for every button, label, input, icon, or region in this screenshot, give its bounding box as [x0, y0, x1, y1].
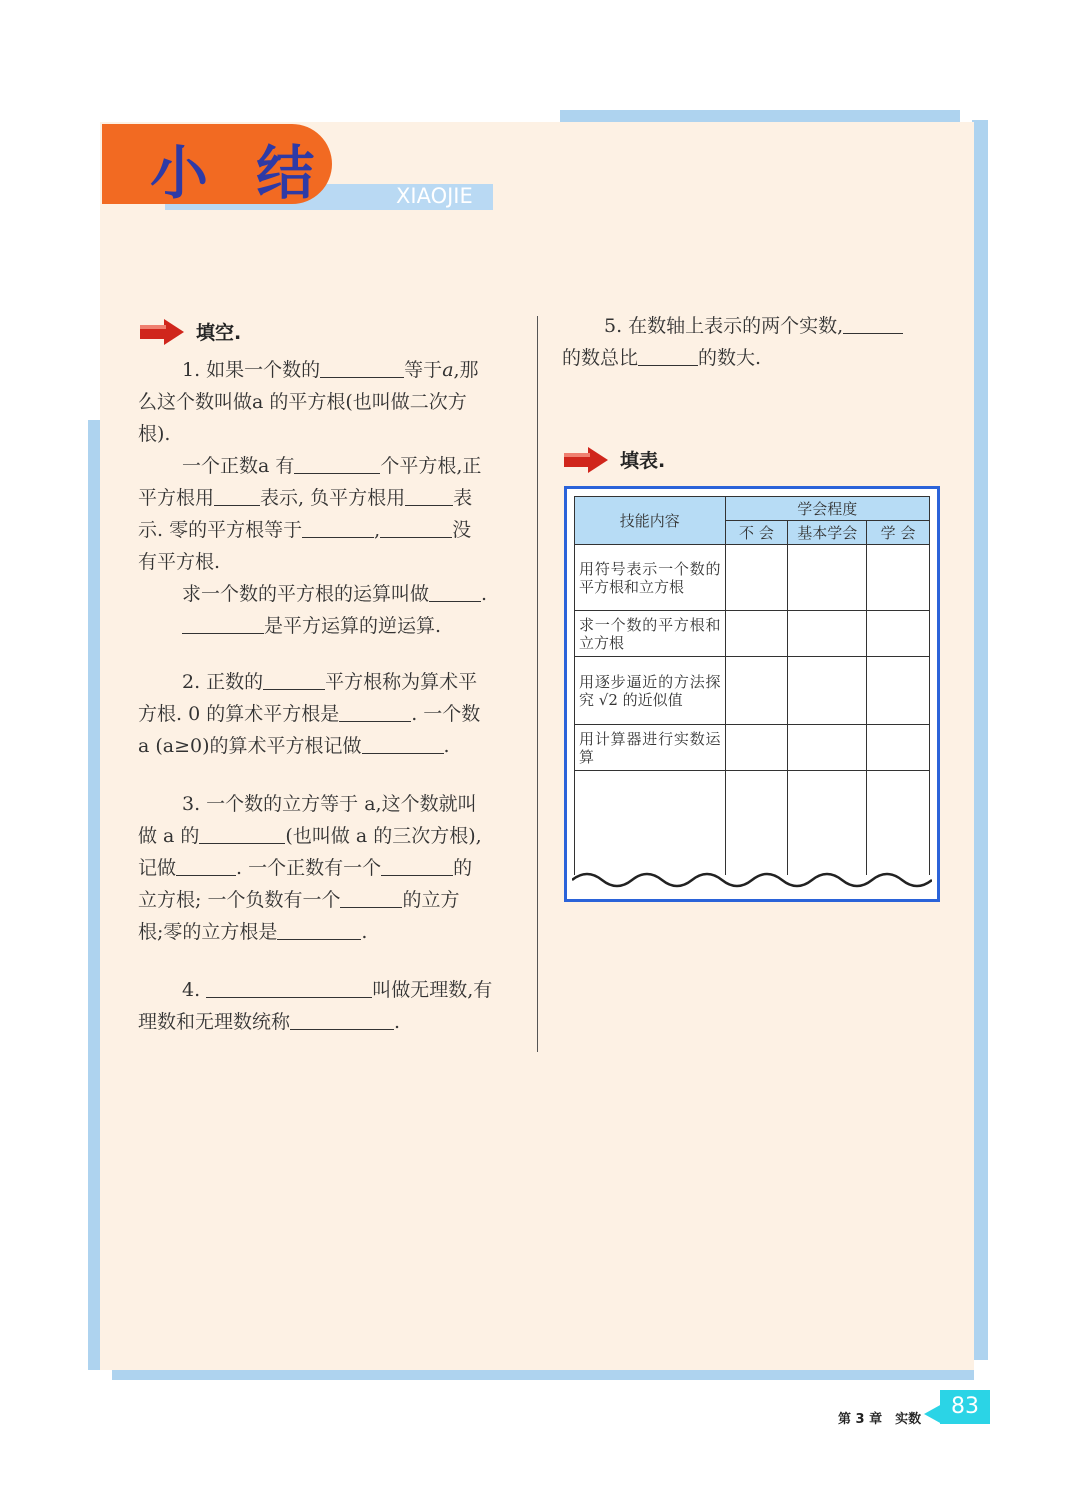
blank-cell[interactable]	[788, 771, 867, 875]
torn-edge-wave	[572, 866, 932, 896]
text: 理数和无理数统称	[138, 1011, 291, 1033]
text: a	[442, 359, 454, 381]
question-2	[138, 666, 514, 762]
header-level-none: 不 会	[725, 521, 788, 545]
text: ,那	[453, 359, 479, 381]
section-fill-table-heading	[564, 446, 665, 473]
blank	[339, 699, 411, 722]
text: (也叫做 a 的三次方根),	[285, 825, 482, 847]
blank	[290, 1007, 394, 1030]
text: 的	[453, 857, 473, 879]
page-edge-right	[972, 120, 988, 1360]
blank	[214, 483, 260, 506]
blank	[362, 731, 444, 754]
blank	[176, 853, 236, 876]
question-3	[138, 788, 514, 948]
text: .	[443, 735, 450, 757]
check-cell[interactable]	[725, 657, 788, 725]
header-level-full: 学 会	[867, 521, 930, 545]
table-row	[575, 545, 930, 611]
blank	[340, 885, 402, 908]
text: 求一个数的平方根的运算叫做	[182, 583, 430, 605]
text: 的数总比	[562, 347, 639, 369]
text: 做 a 的	[138, 825, 200, 847]
page-subtitle: XIAOJIE	[396, 184, 473, 208]
text: .	[481, 583, 488, 605]
blank	[277, 917, 361, 940]
text: 平方根用	[138, 487, 215, 509]
text: . 一个正数有一个	[236, 857, 382, 879]
check-cell[interactable]	[788, 611, 867, 657]
text: 2. 正数的	[182, 671, 264, 693]
table-row	[575, 725, 930, 771]
page-edge-top	[560, 110, 960, 122]
text: 5. 在数轴上表示的两个实数,	[604, 315, 844, 337]
section-fill-blank-heading	[140, 318, 241, 345]
text: 有平方根.	[138, 551, 221, 573]
table-row	[575, 611, 930, 657]
blank	[405, 483, 453, 506]
blank	[302, 515, 374, 538]
text: 表示, 负平方根用	[260, 487, 406, 509]
arrow-right-icon	[140, 319, 184, 345]
skill-cell: 用逐步逼近的方法探究 √2 的近似值	[575, 657, 726, 725]
blank	[199, 821, 285, 844]
text: ,	[374, 519, 381, 541]
check-cell[interactable]	[788, 545, 867, 611]
blank	[294, 451, 380, 474]
text: 表	[453, 487, 473, 509]
text: 的数大.	[698, 347, 762, 369]
check-cell[interactable]	[867, 611, 930, 657]
section-label: 填空.	[196, 322, 242, 344]
blank	[843, 311, 903, 334]
blank	[320, 355, 404, 378]
check-cell[interactable]	[867, 545, 930, 611]
text: 平方根称为算术平	[325, 671, 478, 693]
text: .	[394, 1011, 401, 1033]
blank-cell[interactable]	[867, 771, 930, 875]
arrow-right-icon	[564, 447, 608, 473]
check-cell[interactable]	[725, 725, 788, 771]
question-1	[138, 354, 514, 642]
blank	[263, 667, 325, 690]
skill-cell: 用符号表示一个数的平方根和立方根	[575, 545, 726, 611]
check-cell[interactable]	[725, 545, 788, 611]
text: .	[361, 921, 368, 943]
table-row	[575, 657, 930, 725]
blank	[638, 343, 698, 366]
skill-cell: 求一个数的平方根和立方根	[575, 611, 726, 657]
skills-table	[574, 496, 930, 875]
blank-cell[interactable]	[725, 771, 788, 875]
text: 没	[452, 519, 472, 541]
text: 叫做无理数,有	[372, 979, 493, 1001]
blank	[380, 515, 452, 538]
text: 示. 零的平方根等于	[138, 519, 303, 541]
check-cell[interactable]	[725, 611, 788, 657]
text: 1. 如果一个数的	[182, 359, 321, 381]
check-cell[interactable]	[867, 657, 930, 725]
chapter-label: 第 3 章 实数	[838, 1412, 922, 1427]
table-row-blank	[575, 771, 930, 875]
text: 一个正数a 有	[182, 455, 295, 477]
check-cell[interactable]	[788, 657, 867, 725]
header-level-basic: 基本学会	[788, 521, 867, 545]
check-cell[interactable]	[788, 725, 867, 771]
text: 记做	[138, 857, 177, 879]
question-4	[138, 974, 514, 1038]
blank	[182, 611, 264, 634]
text: a (a≥0)的算术平方根记做	[138, 735, 362, 757]
text: 等于	[404, 359, 443, 381]
column-divider	[537, 316, 538, 1052]
skill-cell: 用计算器进行实数运算	[575, 725, 726, 771]
text: 4.	[182, 979, 201, 1001]
header-level: 学会程度	[725, 497, 929, 521]
header-skill: 技能内容	[575, 497, 726, 545]
text: 的立方	[402, 889, 460, 911]
question-5	[562, 310, 938, 374]
page-number: 83	[940, 1390, 990, 1424]
blank	[206, 975, 372, 998]
text: 个平方根,正	[380, 455, 482, 477]
text: 3. 一个数的立方等于 a,这个数就叫	[182, 793, 477, 815]
text: 立方根; 一个负数有一个	[138, 889, 341, 911]
text: 方根. 0 的算术平方根是	[138, 703, 340, 725]
blank	[381, 853, 453, 876]
text: 是平方运算的逆运算.	[264, 615, 442, 637]
text: 么这个数叫做a 的平方根(也叫做二次方	[138, 391, 467, 413]
check-cell[interactable]	[867, 725, 930, 771]
page-title: 小 结	[150, 139, 329, 207]
text: 根;零的立方根是	[138, 921, 278, 943]
text: 根).	[138, 423, 171, 445]
text: . 一个数	[411, 703, 481, 725]
section-label: 填表.	[620, 450, 666, 472]
blank-cell[interactable]	[575, 771, 726, 875]
blank	[429, 579, 481, 602]
